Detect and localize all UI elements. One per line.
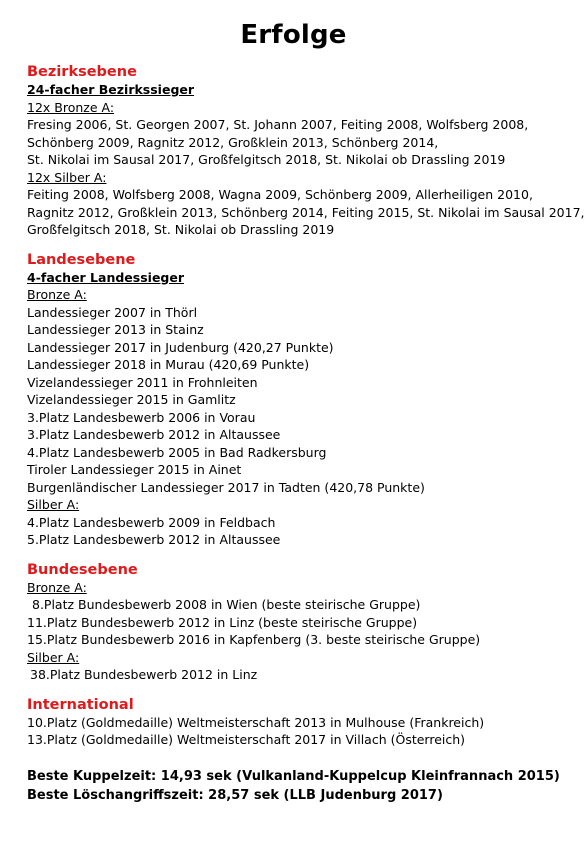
landes-silver-line: 4.Platz Landesbewerb 2009 in Feldbach [27, 514, 276, 530]
page-title: Erfolge [240, 20, 347, 50]
landes-bronze-line: Landessieger 2013 in Stainz [27, 322, 204, 337]
bezirk-bronze-label: 12x Bronze A: [27, 99, 115, 115]
bezirk-bronze-line: Fresing 2006, St. Georgen 2007, St. Johann 2007, Feiting 2008, Wolfsberg 2008, [27, 117, 529, 132]
best-kuppel-time: Beste Kuppelzeit: 14,93 sek (Vulkanland-Kuppelcup Kleinfrannach 2015) [27, 768, 560, 784]
landes-bronze-line: Tiroler Landessieger 2015 in Ainet [27, 462, 242, 477]
international-line: 13.Platz (Goldmedaille) Weltmeisterschaft 2017 in Villach (Österreich) [27, 732, 466, 747]
landes-bronze-line: Burgenländischer Landessieger 2017 in Tadten (420,78 Punkte) [27, 479, 425, 495]
section-heading-bezirk: Bezirksebene [27, 64, 137, 80]
landes-silver-line: 5.Platz Landesbewerb 2012 in Altaussee [27, 532, 281, 547]
bundes-bronze-line: 15.Platz Bundesbewerb 2016 in Kapfenberg (3. beste steirische Gruppe) [27, 632, 481, 647]
landes-bronze-line: Landessieger 2017 in Judenburg (420,27 Punkte) [27, 339, 334, 355]
landes-bronze-line: 3.Platz Landesbewerb 2012 in Altaussee [27, 427, 281, 442]
section-heading-bundes: Bundesebene [27, 561, 138, 578]
landes-bronze-line: 3.Platz Landesbewerb 2006 in Vorau [27, 409, 256, 425]
bundes-silver-line: 38.Platz Bundesbewerb 2012 in Linz [30, 667, 258, 682]
bundes-silver-label: Silber A: [27, 649, 80, 665]
best-loeschangriff-time: Beste Löschangriffszeit: 28,57 sek (LLB Judenburg 2017) [27, 787, 443, 803]
bezirk-silver-label: 12x Silber A: [27, 169, 107, 185]
achievements-content [27, 63, 585, 805]
landes-bronze-label: Bronze A: [27, 287, 87, 302]
landes-bronze-line: Vizelandessieger 2011 in Frohnleiten [27, 374, 258, 390]
section-heading-international: International [27, 696, 134, 713]
bezirk-silver-line: Großfelgitsch 2018, St. Nikolai ob Drassling 2019 [27, 222, 335, 237]
landes-silver-label: Silber A: [27, 497, 80, 512]
international-line: 10.Platz (Goldmedaille) Weltmeisterschaft 2013 in Mulhouse (Frankreich) [27, 714, 485, 730]
landes-bronze-line: Vizelandessieger 2015 in Gamlitz [27, 392, 236, 407]
bezirk-champion-title: 24-facher Bezirkssieger [27, 82, 195, 97]
bezirk-silver-line: Feiting 2008, Wolfsberg 2008, Wagna 2009, Schönberg 2009, Allerheiligen 2010, [27, 187, 533, 202]
landes-bronze-line: 4.Platz Landesbewerb 2005 in Bad Radkersburg [27, 444, 327, 460]
section-heading-landes: Landesebene [27, 251, 136, 268]
landes-champion-title: 4-facher Landessieger [27, 269, 185, 285]
bezirk-silver-line: Ragnitz 2012, Großklein 2013, Schönberg 2014, Feiting 2015, St. Nikolai im Sausal 2017, [27, 204, 585, 220]
bezirk-bronze-line: Schönberg 2009, Ragnitz 2012, Großklein 2013, Schönberg 2014, [27, 134, 439, 150]
bundes-bronze-line: 11.Platz Bundesbewerb 2012 in Linz (beste steirische Gruppe) [27, 614, 418, 630]
landes-bronze-line: Landessieger 2007 in Thörl [27, 304, 198, 320]
bundes-bronze-line: 8.Platz Bundesbewerb 2008 in Wien (beste steirische Gruppe) [32, 597, 421, 612]
bundes-bronze-label: Bronze A: [27, 579, 87, 595]
landes-bronze-line: Landessieger 2018 in Murau (420,69 Punkte) [27, 357, 310, 372]
bezirk-bronze-line: St. Nikolai im Sausal 2017, Großfelgitsch 2018, St. Nikolai ob Drassling 2019 [27, 152, 506, 167]
